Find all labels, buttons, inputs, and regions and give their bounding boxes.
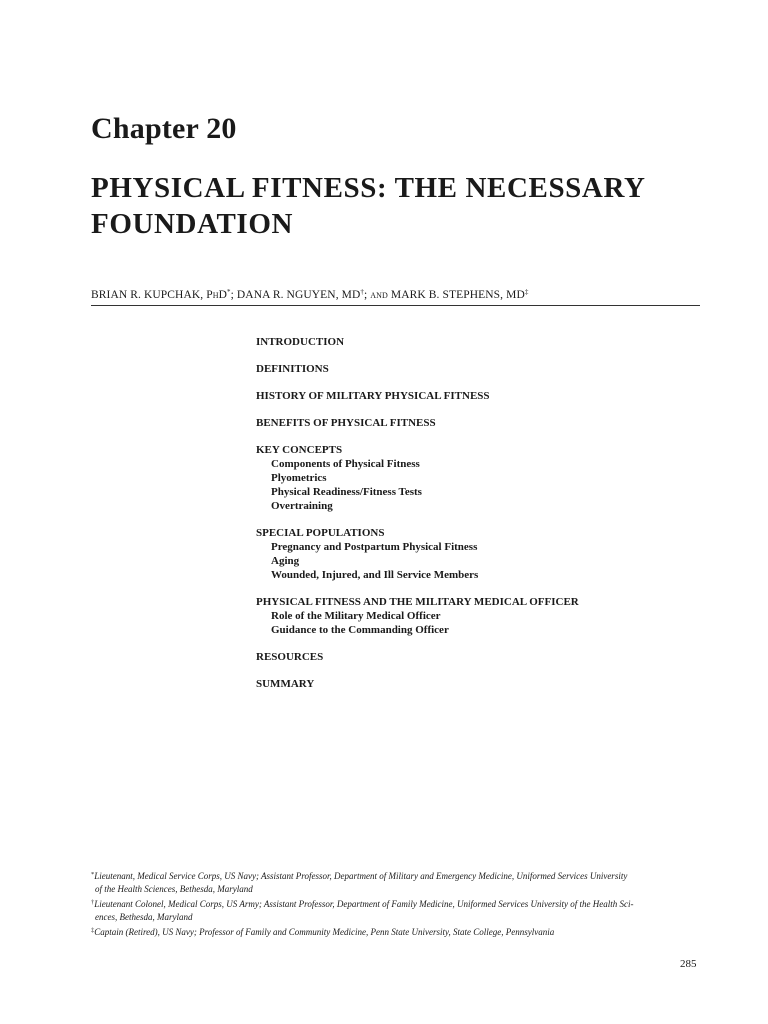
- outline-subsection: Guidance to the Commanding Officer: [271, 624, 449, 636]
- outline-subsection: Overtraining: [271, 500, 333, 512]
- outline-subsection: Pregnancy and Postpartum Physical Fitness: [271, 541, 478, 553]
- outline-subsection: Plyometrics: [271, 472, 327, 484]
- chapter-label: Chapter 20: [91, 112, 237, 145]
- chapter-outline: [256, 335, 696, 704]
- outline-subsection: Role of the Military Medical Officer: [271, 610, 441, 622]
- footnote: [91, 924, 703, 939]
- outline-subsection: Aging: [271, 555, 300, 567]
- outline-section: [256, 389, 696, 403]
- footnote-text: Lieutenant, Medical Service Corps, US Navy; Assistant Professor, Department of Military and Emergency Medicine, Uniformed Services University: [94, 871, 628, 881]
- author-name: MARK B. STEPHENS, MD: [387, 289, 525, 301]
- footnote-mark: *: [91, 871, 95, 878]
- outline-section-title: RESOURCES: [256, 651, 324, 663]
- outline-section: [256, 335, 696, 349]
- page-number: 285: [680, 958, 697, 970]
- footnote-text: Lieutenant Colonel, Medical Corps, US Army; Assistant Professor, Department of Family Medicine, Uniformed Services University of the Health Sci-: [94, 899, 634, 909]
- author-footnote-mark: ‡: [524, 288, 529, 296]
- chapter-title-line: FOUNDATION: [91, 208, 294, 240]
- footnote-text: Captain (Retired), US Navy; Professor of Family and Community Medicine, Penn State University, State College, Pennsylvania: [94, 927, 555, 937]
- outline-subsection: Wounded, Injured, and Ill Service Members: [271, 569, 479, 581]
- outline-section: [256, 677, 696, 691]
- author-byline: [91, 288, 701, 301]
- author-degree: PhD: [206, 289, 227, 301]
- footnote: [91, 896, 703, 924]
- chapter-title: [91, 170, 711, 242]
- byline-divider: [91, 305, 700, 306]
- author-and: and: [370, 289, 388, 301]
- outline-section-title: INTRODUCTION: [256, 336, 345, 348]
- outline-section-title: KEY CONCEPTS: [256, 444, 343, 456]
- outline-section-title: DEFINITIONS: [256, 363, 329, 375]
- outline-subsection: Physical Readiness/Fitness Tests: [271, 486, 422, 498]
- chapter-title-line: PHYSICAL FITNESS: THE NECESSARY: [91, 172, 646, 204]
- outline-section: [256, 416, 696, 430]
- outline-section-title: SUMMARY: [256, 678, 315, 690]
- outline-section: [256, 595, 696, 637]
- footnote-text-continued: of the Health Sciences, Bethesda, Maryland: [95, 884, 253, 894]
- outline-section-title: PHYSICAL FITNESS AND THE MILITARY MEDICAL OFFICER: [256, 596, 579, 608]
- author-name: BRIAN R. KUPCHAK,: [91, 289, 207, 301]
- outline-section-title: HISTORY OF MILITARY PHYSICAL FITNESS: [256, 390, 490, 402]
- author-footnote-mark: †: [360, 288, 364, 296]
- outline-section-title: SPECIAL POPULATIONS: [256, 527, 385, 539]
- outline-section-title: BENEFITS OF PHYSICAL FITNESS: [256, 417, 436, 429]
- outline-section: [256, 443, 696, 513]
- outline-section: [256, 650, 696, 664]
- footnote-mark: ‡: [91, 927, 95, 934]
- outline-subsection: Components of Physical Fitness: [271, 458, 420, 470]
- outline-section: [256, 362, 696, 376]
- author-name: ; DANA R. NGUYEN, MD: [230, 289, 361, 301]
- footnote-mark: †: [91, 899, 95, 906]
- author-footnote-mark: *: [227, 288, 231, 296]
- footnote-text-continued: ences, Bethesda, Maryland: [95, 912, 193, 922]
- author-footnotes: [91, 868, 703, 939]
- author-separator: ;: [364, 289, 371, 301]
- footnote: [91, 868, 703, 896]
- outline-section: [256, 526, 696, 582]
